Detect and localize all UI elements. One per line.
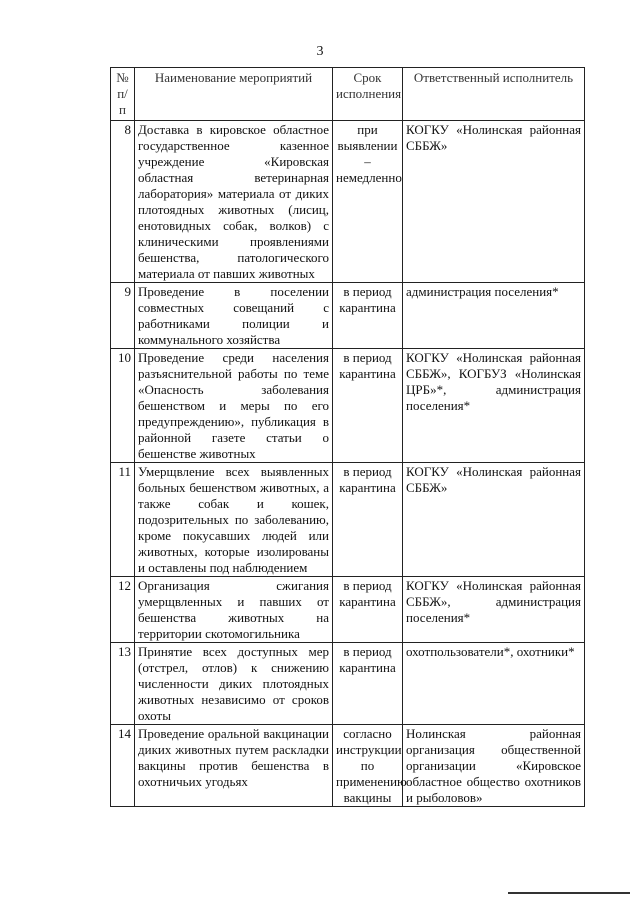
row-measure: Проведение среди населения разъяснительной работы по теме «Опасность заболевания бешенством и меры по его предупреждению», публикация в районной газете статьи о бешенстве животных [135,349,333,463]
row-num: 10 [111,349,135,463]
table-row [111,577,585,643]
row-executor: охотпользователи*, охотники* [403,643,585,725]
row-executor: КОГКУ «Нолинская районная СББЖ» [403,121,585,283]
table-row [111,121,585,283]
table-row [111,643,585,725]
row-executor: КОГКУ «Нолинская районная СББЖ», КОГБУЗ «Нолинская ЦРБ»*, администрация поселения* [403,349,585,463]
row-measure: Проведение в поселении совместных совещаний с работниками полиции и коммунального хозяйства [135,283,333,349]
row-executor: Нолинская районная организация общественной организации «Кировское областное общество охотников и рыболовов» [403,725,585,807]
table-row [111,283,585,349]
row-measure: Организация сжигания умерщвленных и павших от бешенства животных на территории скотомогильника [135,577,333,643]
row-term: в период карантина [333,463,403,577]
bottom-rule [508,892,630,894]
header-term: Срок исполнения [333,68,403,121]
table-row [111,725,585,807]
row-num: 8 [111,121,135,283]
header-executor: Ответственный исполнитель [403,68,585,121]
table-header-row [111,68,585,121]
header-name: Наименование мероприятий [135,68,333,121]
row-executor: КОГКУ «Нолинская районная СББЖ» [403,463,585,577]
row-term: в период карантина [333,349,403,463]
row-num: 12 [111,577,135,643]
row-measure: Проведение оральной вакцинации диких животных путем раскладки вакцины против бешенства в охотничьих угодьях [135,725,333,807]
table-row [111,349,585,463]
row-num: 9 [111,283,135,349]
row-term: в период карантина [333,643,403,725]
row-measure: Принятие всех доступных мер (отстрел, отлов) к снижению численности диких плотоядных животных независимо от сроков охоты [135,643,333,725]
row-executor: КОГКУ «Нолинская районная СББЖ», администрация поселения* [403,577,585,643]
row-num: 13 [111,643,135,725]
row-term: в период карантина [333,577,403,643]
row-term: в период карантина [333,283,403,349]
row-executor: администрация поселения* [403,283,585,349]
row-term: при выявлении – немедленно [333,121,403,283]
page-number: 3 [316,44,324,59]
table-row [111,463,585,577]
row-num: 11 [111,463,135,577]
header-num: № п/п [111,68,135,121]
row-term: согласно инструкции по применению вакцины [333,725,403,807]
measures-table [110,67,585,807]
row-measure: Умерщвление всех выявленных больных бешенством животных, а также собак и кошек, подозрительных по заболеванию, кроме покусавших людей или животных, которые изолированы и оставлены под наблюдением [135,463,333,577]
row-measure: Доставка в кировское областное государственное казенное учреждение «Кировская областная ветеринарная лаборатория» материала от диких плотоядных животных (лисиц, енотовидных собак, волков) с клиническими проявлениями бешенства, патологического материала от павших животных [135,121,333,283]
row-num: 14 [111,725,135,807]
